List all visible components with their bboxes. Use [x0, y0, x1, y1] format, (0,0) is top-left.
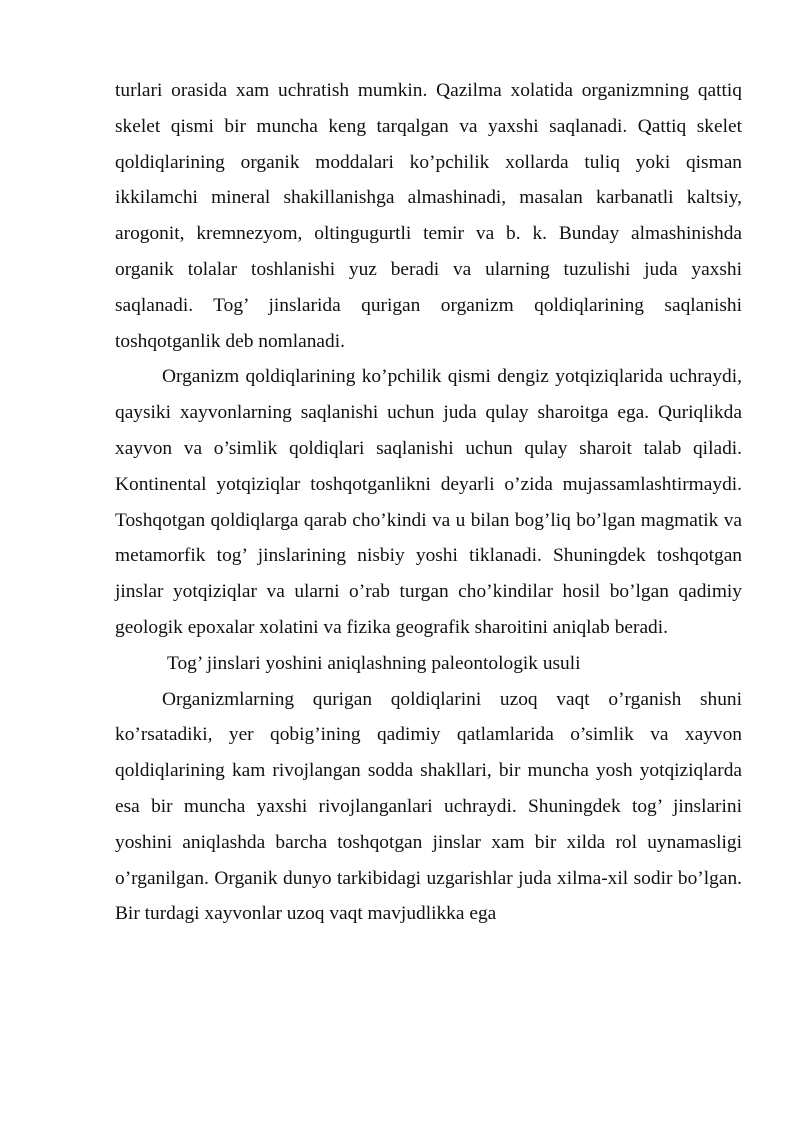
paragraph-fossil-distribution: Organizm qoldiqlarining ko’pchilik qismi dengiz yotqiziqlarida uchraydi, qaysiki xayvonlarning saqlanishi uchun juda qulay sharoitga ega. Quriqlikda xayvon va o’simlik qoldiqlari saqlanishi uchun qulay sharoit talab qiladi. Kontinental yotqiziqlar toshqotganlikni deyarli o’zida mujassamlashtirmaydi. Toshqotgan qoldiqlarga qarab cho’kindi va u bilan bog’liq bo’lgan magmatik va metamorfik tog’ jinslarining nisbiy yoshi tiklanadi. Shuningdek toshqotgan jinslar yotqiziqlar va ularni o’rab turgan cho’kindilar hosil bo’lgan qadimiy geologik epoxalar xolatini va fizika geografik sharoitini aniqlab beradi.	[115, 366, 742, 638]
section-heading: Tog’ jinslari yoshini aniqlashning paleontologik usuli	[167, 652, 581, 674]
document-page	[115, 73, 742, 932]
paragraph-organism-study: Organizmlarning qurigan qoldiqlarini uzoq vaqt o’rganish shuni ko’rsatadiki, yer qobig’ining qadimiy qatlamlarida o’simlik va xayvon qoldiqlarining kam rivojlangan sodda shakllari, bir muncha yosh yotqiziqlarda esa bir muncha yaxshi rivojlanganlari uchraydi. Shuningdek tog’ jinslarini yoshini aniqlashda barcha toshqotgan jinslar xam bir xilda rol uynamasligi o’rganilgan. Organik dunyo tarkibidagi uzgarishlar juda xilma-xil sodir bo’lgan. Bir turdagi xayvonlar uzoq vaqt mavjudlikka ega	[115, 688, 742, 925]
paragraph-continuation: turlari orasida xam uchratish mumkin. Qazilma xolatida organizmning qattiq skelet qismi bir muncha keng tarqalgan va yaxshi saqlanadi. Qattiq skelet qoldiqlarining organik moddalari ko’pchilik xollarda tuliq yoki qisman ikkilamchi mineral shakillanishga almashinadi, masalan karbanatli kaltsiy, arogonit, kremnezyom, oltingugurtli temir va b. k. Bunday almashinishda organik tolalar toshlanishi yuz beradi va ularning tuzulishi juda yaxshi saqlanadi. Tog’ jinslarida qurigan organizm qoldiqlarining saqlanishi toshqotganlik deb nomlanadi.	[115, 80, 742, 352]
